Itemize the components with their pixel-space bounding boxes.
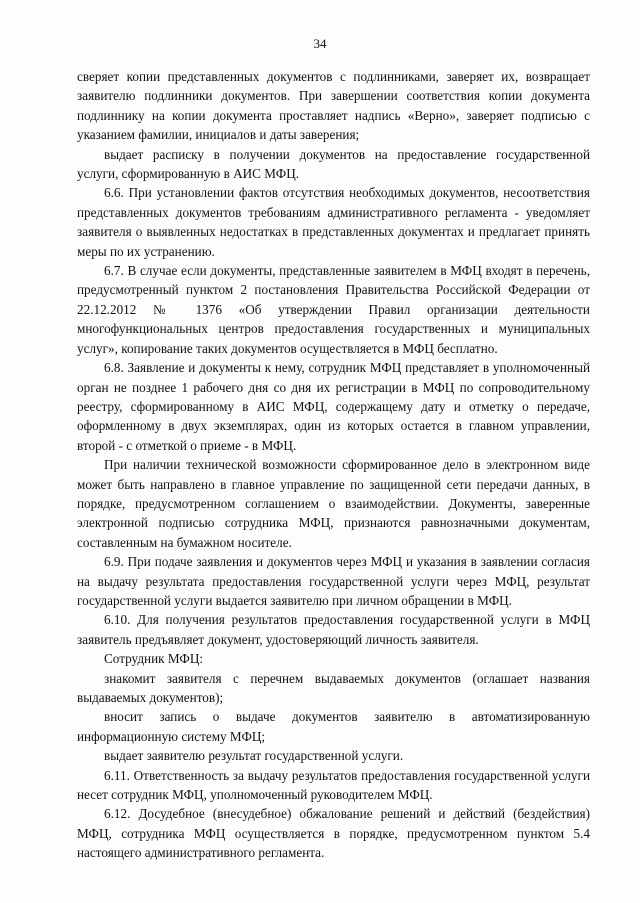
paragraph-receipt: выдает расписку в получении документов на предоставление государственной услуги, сформированную в АИС МФЦ.	[77, 146, 590, 182]
paragraph-6-11: 6.11. Ответственность за выдачу результатов предоставления государственной услуги несет сотрудник МФЦ, уполномоченный руководителем МФЦ.	[77, 767, 590, 803]
paragraph-6-8: 6.8. Заявление и документы к нему, сотрудник МФЦ представляет в уполномоченный орган не позднее 1 рабочего дня со дня их регистрации в МФЦ по сопроводительному реестру, сформированному в АИС МФЦ, содержащему дату и отметку о передаче, оформленному в двух экземплярах, один из которых остается в главном управлении, второй - с отметкой о приеме - в МФЦ.	[77, 360, 590, 453]
document-body	[77, 67, 590, 863]
page-number: 34	[313, 36, 327, 51]
paragraph-6-10: 6.10. Для получения результатов предоставления государственной услуги в МФЦ заявитель предъявляет документ, удостоверяющий личность заявителя.	[77, 612, 590, 647]
paragraph-6-12: 6.12. Досудебное (внесудебное) обжалование решений и действий (бездействия) МФЦ, сотрудника МФЦ осуществляется в порядке, предусмотренном пунктом 5.4 настоящего административного регламента.	[77, 806, 590, 861]
paragraph-introduces-list: знакомит заявителя с перечнем выдаваемых документов (оглашает названия выдаваемых документов);	[77, 670, 590, 705]
paragraph-employee-heading: Сотрудник МФЦ:	[104, 651, 204, 667]
paragraph-issues-result: выдает заявителю результат государственной услуги.	[104, 748, 404, 764]
paragraph-copies-verification: сверяет копии представленных документов с подлинниками, заверяет их, возвращает заявителю подлинники документов. При завершении соответствия копии документа подлиннику на копии документа проставляет надпись «Верно», заверяет подписью с указанием фамилии, инициалов и даты заверения;	[77, 69, 590, 143]
paragraph-6-9: 6.9. При подаче заявления и документов через МФЦ и указания в заявлении согласия на выдачу результата предоставления государственной услуги через МФЦ, результат государственной услуги выдается заявителю при личном обращении в МФЦ.	[77, 554, 590, 608]
paragraph-6-6: 6.6. При установлении фактов отсутствия необходимых документов, несоответствия представленных документов требованиям административного регламента - уведомляет заявителя о выявленных недостатках в представленных документах и предлагает принять меры по их устранению.	[77, 185, 590, 259]
paragraph-6-7: 6.7. В случае если документы, представленные заявителем в МФЦ входят в перечень, предусмотренный пунктом 2 постановления Правительства Российской Федерации от 22.12.2012 № 1376 «Об утверждении Правил организации деятельности многофункциональных центров предоставления государственных и муниципальных услуг», копирование таких документов осуществляется в МФЦ бесплатно.	[77, 263, 590, 356]
paragraph-records-issue: вносит запись о выдаче документов заявителю в автоматизированную информационную систему МФЦ;	[77, 709, 590, 744]
paragraph-electronic-transfer: При наличии технической возможности сформированное дело в электронном виде может быть направлено в главное управление по защищенной сети передачи данных, в порядке, предусмотренном соглашением о взаимодействии. Документы, заверенные электронной подписью сотрудника МФЦ, признаются равнозначными документам, составленным на бумажном носителе.	[77, 457, 590, 550]
